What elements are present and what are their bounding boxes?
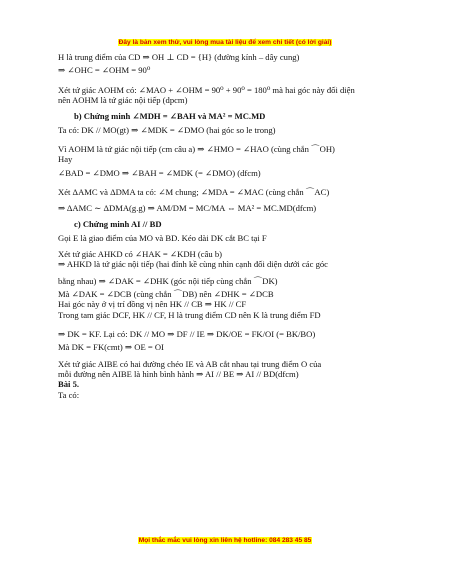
text-line: Mà ∠DAK = ∠DCB (cùng chắn ⌒DB) nên ∠DHK = ∠DCB: [58, 289, 274, 299]
text-line: H là trung điểm của CD ⇒ OH ⊥ CD = {H} (đường kính – dây cung): [58, 52, 300, 62]
text-line: nên AOHM là tứ giác nội tiếp (dpcm): [58, 94, 188, 105]
part-heading-c: c) Chứng minh AI // BD: [74, 219, 162, 230]
text-line: Mà DK = FK(cmt) ⇒ OE = OI: [58, 342, 164, 353]
text-line: ⇒ ΔAMC ∼ ΔDMA(g.g) ⇒ AM/DM = MC/MA ⇔ MA² = MC.MD(dfcm): [58, 203, 317, 214]
text-line: Xét ΔAMC và ΔDMA ta có: ∠M chung; ∠MDA = ∠MAC (cùng chắn ⌒AC): [58, 186, 330, 197]
text-line: Xét tứ giác AHKD có ∠HAK = ∠KDH (câu b): [58, 249, 222, 260]
text-line: Xét tứ giác AOHM có: ∠MAO + ∠OHM = 90⁰ + 90⁰ = 180⁰ mà hai góc này đối diện: [58, 84, 355, 95]
text-line: Ta có:: [58, 389, 80, 400]
text-line: Hay: [58, 154, 73, 165]
solution-body: [58, 52, 408, 400]
part-heading-b: b) Chứng minh ∠MDH = ∠BAH và MA² = MC.MD: [74, 111, 266, 122]
text-line: Hai góc này ở vị trí đồng vị nên HK // CB ⇒ HK // CF: [58, 299, 247, 310]
hotline-banner: [0, 537, 450, 544]
text-line: Gọi E là giao điểm của MO và BD. Kéo dài DK cắt BC tại F: [58, 232, 267, 243]
text-line: Xét tứ giác AIBE có hai đường chéo IE và AB cắt nhau tại trung điểm O của: [58, 358, 322, 369]
preview-notice-text: Đây là bản xem thử, vui lòng mua tài liệu để xem chi tiết (có lời giải): [118, 39, 332, 46]
hotline-text: Mọi thắc mắc vui lòng xin liên hệ hotline: 084 283 45 85: [138, 537, 312, 544]
text-line: ⇒ DK = KF. Lại có: DK // MO ⇒ DF // IE ⇒ DK/OE = FK/OI (= BK/BO): [58, 328, 316, 339]
text-line: Trong tam giác DCF, HK // CF, H là trung điểm CD nên K là trung điểm FD: [58, 309, 321, 320]
text-line: ∠BAD = ∠DMO ⇒ ∠BAH = ∠MDK (= ∠DMO) (dfcm): [58, 167, 261, 178]
preview-notice-banner: [0, 39, 450, 46]
text-line: ⇒ AHKD là tứ giác nội tiếp (hai đỉnh kề cùng nhìn cạnh đối diện dưới các góc: [58, 259, 328, 270]
text-line: bằng nhau) ⇒ ∠DAK = ∠DHK (góc nội tiếp cùng chắn ⌒DK): [58, 275, 278, 286]
text-line: Vì AOHM là tứ giác nội tiếp (cm câu a) ⇒ ∠HMO = ∠HAO (cùng chắn ⌒OH): [58, 143, 335, 154]
text-line: ⇒ ∠OHC = ∠OHM = 90⁰: [58, 65, 151, 76]
section-heading-bai-5: Bài 5.: [58, 379, 80, 390]
text-line: Ta có: DK // MO(gt) ⇒ ∠MDK = ∠DMO (hai góc so le trong): [58, 124, 276, 135]
text-line: mỗi đường nên AIBE là hình bình hành ⇒ AI // BE ⇒ AI // BD(dfcm): [58, 368, 299, 379]
